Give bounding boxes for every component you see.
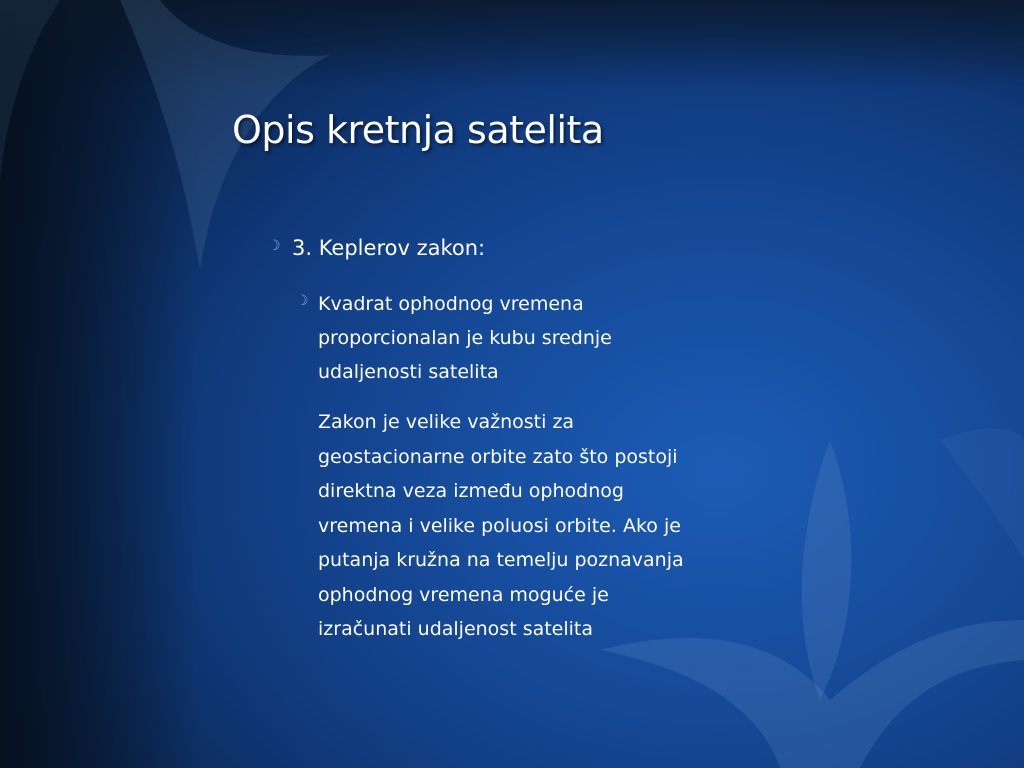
bullet-level-2-text: Kvadrat ophodnog vremena proporcionalan je kubu srednje udaljenosti satelita	[318, 293, 612, 383]
slide-title: Opis kretnja satelita	[232, 108, 604, 152]
bullet-level-1	[268, 234, 485, 262]
body-paragraph: Zakon je velike važnosti za geostacionarne orbite zato što postoji direktna veza između ophodnog vremena i velike poluosi orbite. Ako je putanja kružna na temelju poznavanja ophodnog vremena moguće je izračunati udaljenost satelita	[318, 411, 684, 640]
crescent-bullet-icon: ☽	[296, 293, 309, 309]
bullet-level-1-text: 3. Keplerov zakon:	[292, 236, 486, 260]
crescent-bullet-icon: ☽	[268, 238, 281, 254]
bullet-level-2	[296, 287, 776, 389]
